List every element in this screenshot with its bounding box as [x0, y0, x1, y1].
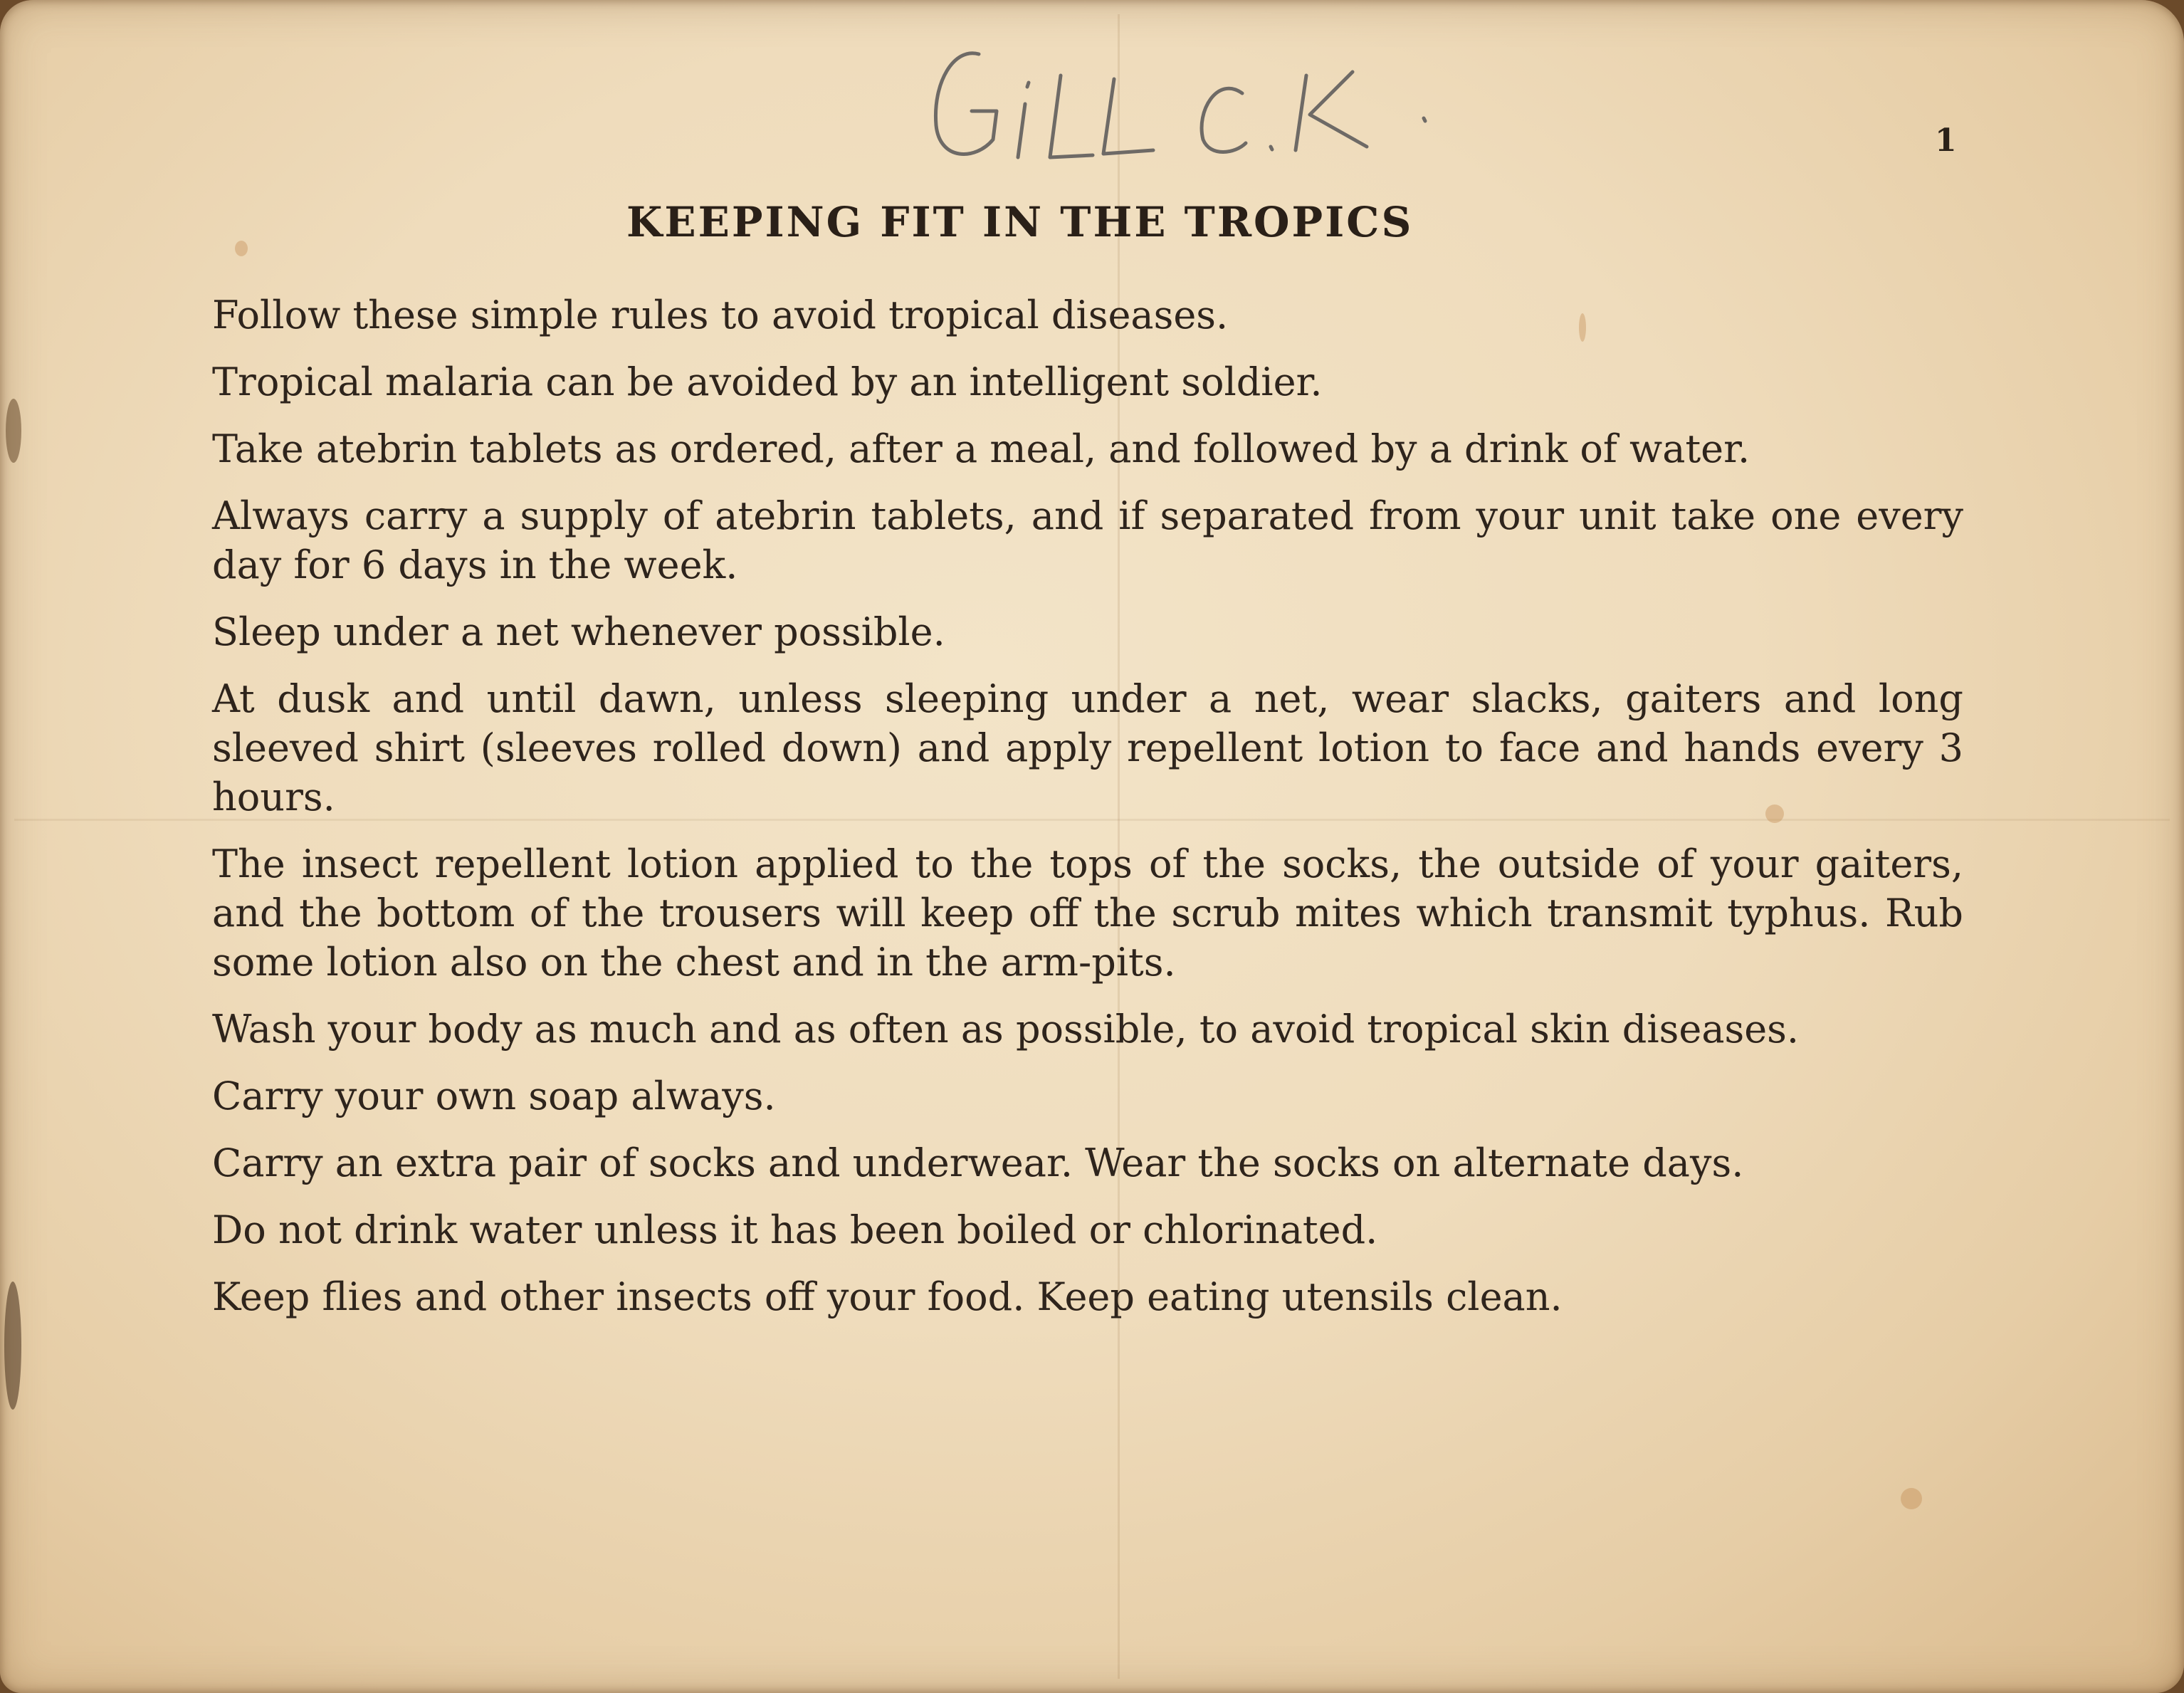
page-number: 1 — [1935, 122, 1957, 159]
stain-spot — [235, 241, 248, 256]
body-text — [212, 290, 1963, 1339]
paragraph: Wash your body as much and as often as possible, to avoid tropical skin diseases. — [212, 1007, 1800, 1052]
paragraph: Sleep under a net whenever possible. — [212, 609, 945, 654]
handwritten-name-signature — [911, 26, 1523, 175]
stain-spot — [6, 399, 21, 463]
paragraph: Do not drink water unless it has been boiled or chlorinated. — [212, 1207, 1378, 1252]
stain-spot — [1901, 1488, 1922, 1509]
paragraph: Carry your own soap always. — [212, 1074, 776, 1118]
paragraph: Tropical malaria can be avoided by an intelligent soldier. — [212, 360, 1323, 404]
paragraph: Follow these simple rules to avoid tropical diseases. — [212, 293, 1229, 337]
page-title: KEEPING FIT IN THE TROPICS — [626, 198, 1414, 246]
paragraph: At dusk and until dawn, unless sleeping under a net, wear slacks, gaiters and long sleeved shirt (sleeves rolled down) and apply repellent lotion to face and hands every 3 hours. — [212, 676, 1963, 819]
paragraph: The insect repellent lotion applied to the tops of the socks, the outside of your gaiters, and the bottom of the trousers will keep off the scrub mites which transmit typhus. Rub some lotion also on the chest and in the arm-pits. — [212, 842, 1963, 985]
paragraph: Always carry a supply of atebrin tablets, and if separated from your unit take one every day for 6 days in the week. — [212, 493, 1963, 587]
paragraph: Take atebrin tablets as ordered, after a meal, and followed by a drink of water. — [212, 426, 1750, 471]
paragraph: Keep flies and other insects off your food. Keep eating utensils clean. — [212, 1274, 1563, 1319]
stain-spot — [4, 1281, 21, 1410]
paragraph: Carry an extra pair of socks and underwear. Wear the socks on alternate days. — [212, 1141, 1744, 1185]
